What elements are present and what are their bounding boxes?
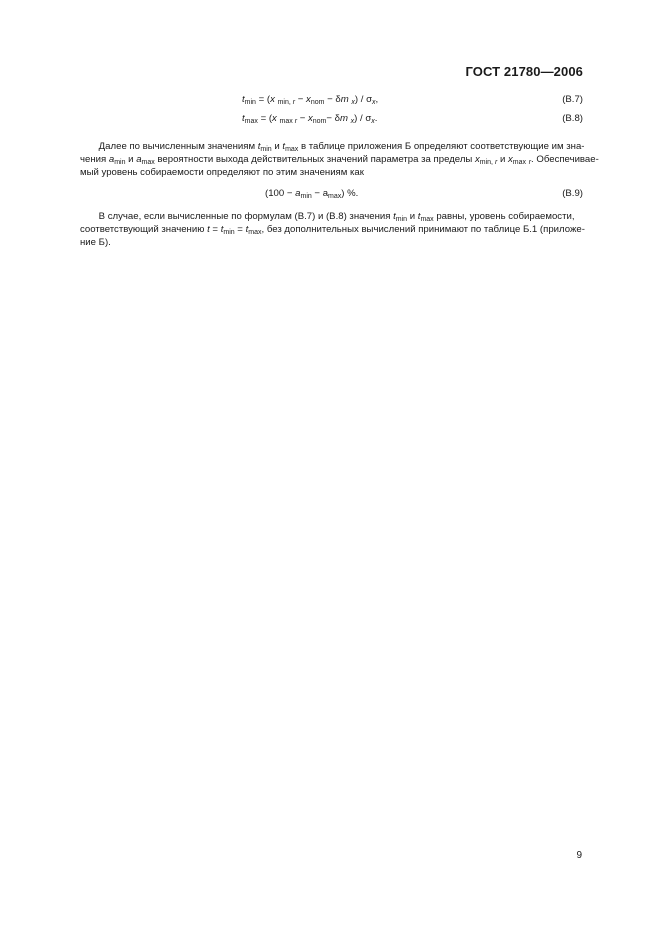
paragraph-line: соответствующий значению $t = t_{min} = t_{max}$, без дополнительных вычислений принимают по таблице Б.1 (приложе- <box>80 224 585 237</box>
formula-b7-expression: $t_{min} = (x$ $_{min, r} - x_{nom} - \delta m$ $_x) / \sigma_x$, <box>242 94 379 106</box>
formula-b8-number: (В.8) <box>562 113 583 124</box>
paragraph-assembly-level <box>80 210 583 250</box>
formula-b9-number: (В.9) <box>562 188 583 199</box>
paragraph-line: чения $a_{min}$ и $a_{max}$ вероятности выхода действительных значений параметра за пределы $x_{min, r}$ и $x_{max}$ $_r$. Обеспечивае- <box>80 154 599 167</box>
paragraph-line: ние Б). <box>80 237 111 249</box>
paragraph-line: мый уровень собираемости определяют по этим значениям как <box>80 167 364 179</box>
paragraph-line: В случае, если вычисленные по формулам (В.7) и (В.8) значения $t_{min}$ и $t_{max}$ равны, уровень собираемости, <box>98 211 575 223</box>
page-number: 9 <box>576 850 582 861</box>
formula-b9-expression: $(100 - a_{min} - a_{max})$ %. <box>265 188 359 200</box>
formula-b7-number: (В.7) <box>562 94 583 105</box>
paragraph-probability <box>80 140 599 180</box>
document-header-id: ГОСТ 21780—2006 <box>465 64 583 79</box>
paragraph-line: Далее по вычисленным значениям $t_{min}$ и $t_{max}$ в таблице приложения Б определяют соответствующие им зна- <box>98 141 585 153</box>
formula-b8-expression: $t_{max} = (x$ $_{max r} - x_{nom}- \delta m$ $_x) / \sigma_x$. <box>242 113 378 125</box>
